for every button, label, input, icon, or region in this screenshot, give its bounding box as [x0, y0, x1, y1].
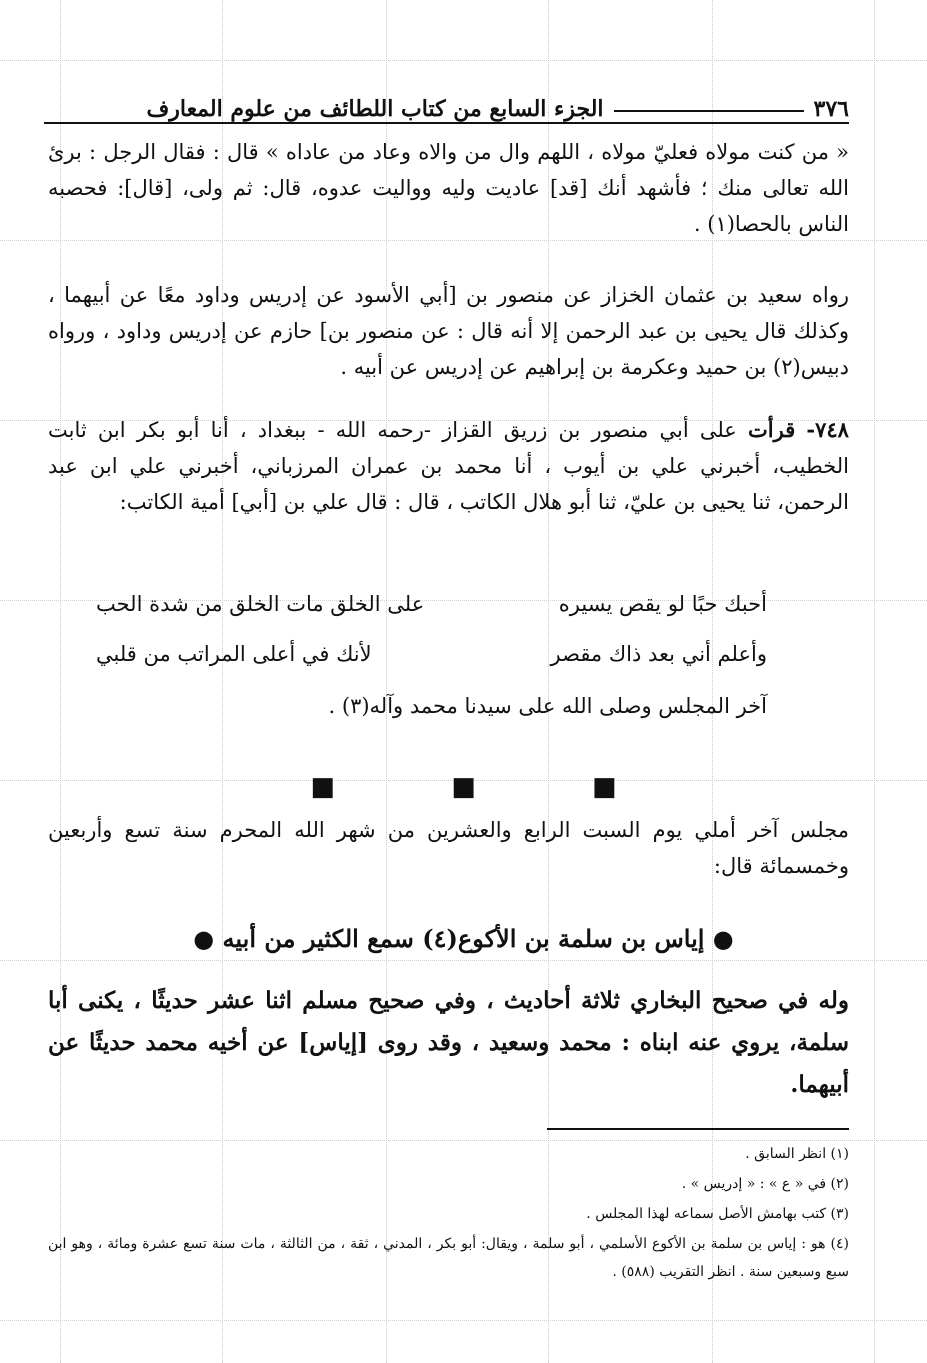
paragraph-hadith: « من كنت مولاه فعليّ مولاه ، اللهم وال من والاه وعاد من عاداه » قال : فقال الرجل : برئ الله تعالى منك ؛ فأشهد أنك [قد] عاديت وليه وواليت عدوه، قال: ثم ولى، [قال]: فحصبه الناس بالحصا(١) .	[48, 140, 849, 236]
poem	[96, 592, 767, 692]
section-separator: ■ ■ ■	[310, 772, 671, 802]
footnote-1: (١) انظر السابق .	[745, 1146, 849, 1162]
footnote-2: (٢) في « ع » : « إدريس » .	[681, 1176, 849, 1192]
poem-line-2-second-half: لأنك في أعلى المراتب من قلبي	[96, 642, 372, 666]
paragraph-session-intro: مجلس آخر أملي يوم السبت الرابع والعشرين من شهر الله المحرم سنة تسع وأربعين وخمسمائة قال:	[48, 818, 849, 878]
running-header	[44, 86, 849, 124]
page-number: ٣٧٦	[813, 96, 849, 122]
footnote-4: (٤) هو : إياس بن سلمة بن الأكوع الأسلمي ، أبو سلمة ، ويقال: أبو بكر ، المدني ، ثقة ، من الثالثة ، مات سنة تسع عشرة ومائة ، وهو ابن سبع وسبعين سنة . انظر التقريب (٥٨٨) .	[48, 1236, 849, 1280]
scan-gridline	[0, 60, 927, 61]
paragraph-bio: وله في صحيح البخاري ثلاثة أحاديث ، وفي صحيح مسلم اثنا عشر حديثًا ، يكنى أبا سلمة، يروي عنه ابناه : محمد وسعيد ، وقد روى [إياس] عن أخيه محمد حديثًا عن أبيهما.	[48, 987, 849, 1098]
scan-gridline	[0, 1320, 927, 1321]
scan-gridline	[0, 960, 927, 961]
scan-gridline	[874, 0, 875, 1363]
poem-line-1-first-half: أحبك حبًا لو يقص يسيره	[558, 592, 767, 616]
hadith-text: على أبي منصور بن زريق القزاز -رحمه الله - ببغداد ، أنا أبو بكر ابن ثابت الخطيب، أخبرني علي بن أيوب ، أنا محمد بن عمران المرزباني، أخبرني علي ابن عبد الرحمن، ثنا يحيى بن عليّ، ثنا أبو هلال الكاتب ، قال : قال علي بن [أبي] أمية الكاتب:	[48, 418, 849, 514]
book-title: الجزء السابع من كتاب اللطائف من علوم المعارف	[146, 96, 604, 122]
hadith-number: ٧٤٨-	[806, 417, 849, 442]
hadith-lead-word: قرأت	[748, 417, 796, 442]
header-rule	[614, 110, 804, 112]
section-heading: ● إياس بن سلمة بن الأكوع(٤) سمع الكثير من أبيه ●	[193, 924, 734, 953]
session-closing: آخر المجلس وصلى الله على سيدنا محمد وآله(٣) .	[328, 694, 767, 718]
paragraph-narration: رواه سعيد بن عثمان الخزاز عن منصور بن [أبي الأسود عن إدريس وداود معًا عن أبيهما ، وكذلك قال يحيى بن عبد الرحمن إلا أنه قال : عن منصور بن] حازم عن إدريس وداود ، ورواه دبيس(٢) بن حميد وعكرمة بن إبراهيم عن إدريس عن أبيه .	[48, 283, 849, 379]
poem-line-1-second-half: على الخلق مات الخلق من شدة الحب	[96, 592, 425, 616]
paragraph-748	[48, 412, 849, 520]
footnote-rule	[547, 1128, 849, 1130]
footnote-3: (٣) كتب بهامش الأصل سماعه لهذا المجلس .	[586, 1206, 849, 1222]
poem-line-2-first-half: وأعلم أني بعد ذاك مقصر	[550, 642, 767, 666]
